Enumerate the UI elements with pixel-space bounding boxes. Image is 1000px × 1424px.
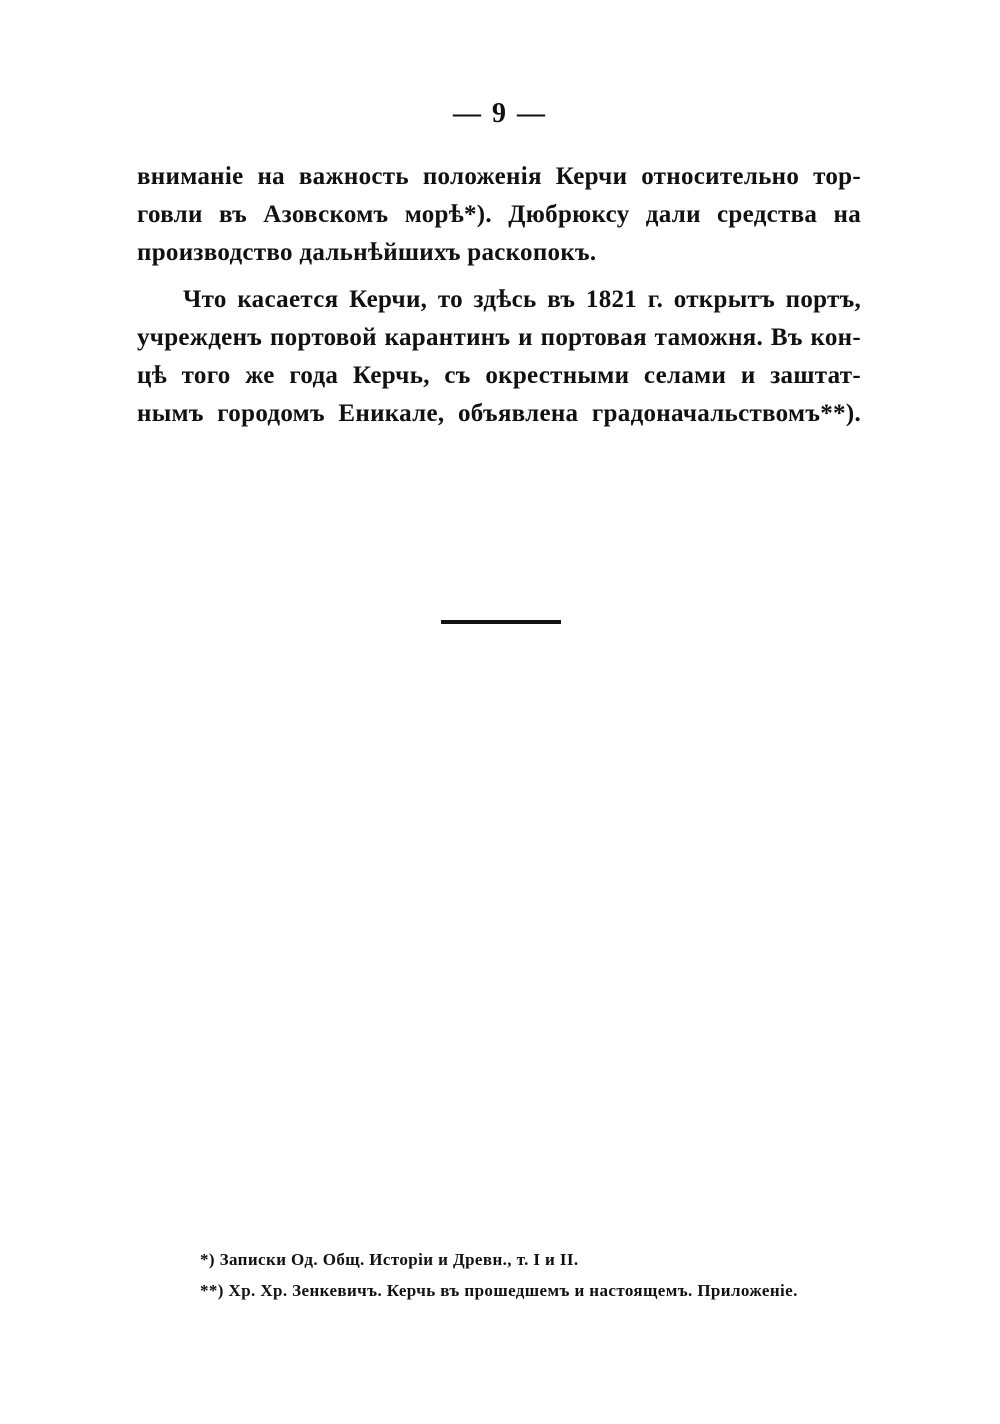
footnote-2: **) Хр. Хр. Зенкевичъ. Керчь въ прошедшемъ и настоящемъ. Приложеніе. [200, 1281, 798, 1300]
text-line: производство дальнѣйшихъ раскопокъ. [137, 239, 597, 266]
text-line: вниманіе на важность положенія Керчи относительно тор- [137, 163, 861, 190]
paragraph-1 [137, 158, 861, 272]
section-divider [441, 620, 561, 624]
text-line: учрежденъ портовой карантинъ и портовая таможня. Въ кон- [137, 324, 861, 351]
text-line: говли въ Азовскомъ морѣ*). Дюбрюксу дали средства на [137, 201, 861, 228]
text-line: цѣ того же года Керчь, съ окрестными селами и заштат- [137, 362, 861, 389]
paragraph-2 [137, 281, 861, 433]
page-number: — 9 — [453, 98, 547, 129]
text-line: нымъ городомъ Еникале, объявлена градоначальствомъ**). [137, 400, 861, 427]
text-line: Что касается Керчи, то здѣсь въ 1821 г. открытъ портъ, [183, 286, 861, 313]
footnotes [200, 1244, 865, 1306]
footnote-1: *) Записки Од. Общ. Исторіи и Древн., т. I и II. [200, 1250, 579, 1269]
